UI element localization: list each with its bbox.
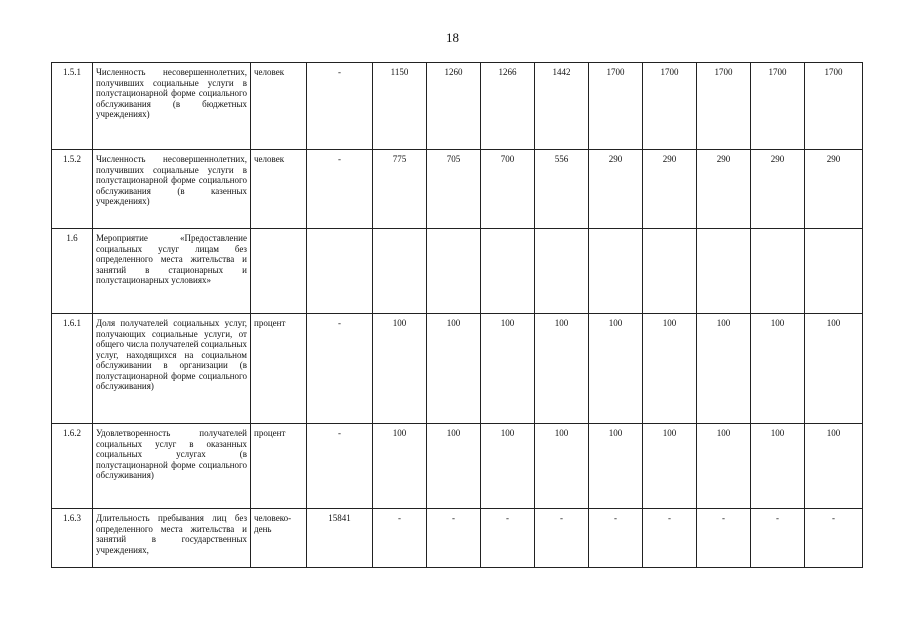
row-description: Доля получателей социальных услуг, получающих социальные услуги, от общего числа получателей социальных услуг, находящихся на социальном обслуживании в организации (в полустационарной форме социального обслуживания) bbox=[93, 314, 251, 424]
row-value: 100 bbox=[751, 314, 805, 424]
row-value bbox=[373, 229, 427, 314]
row-code: 1.6.1 bbox=[52, 314, 93, 424]
row-value: 290 bbox=[805, 150, 863, 229]
row-value: 700 bbox=[481, 150, 535, 229]
row-value: - bbox=[589, 509, 643, 568]
row-code: 1.5.2 bbox=[52, 150, 93, 229]
row-value bbox=[751, 229, 805, 314]
row-unit: человек bbox=[251, 63, 307, 150]
row-value: - bbox=[535, 509, 589, 568]
row-value: - bbox=[697, 509, 751, 568]
row-value: 1266 bbox=[481, 63, 535, 150]
row-value: 1700 bbox=[751, 63, 805, 150]
table-row bbox=[52, 424, 863, 509]
row-unit bbox=[251, 229, 307, 314]
row-value: - bbox=[481, 509, 535, 568]
row-unit: процент bbox=[251, 314, 307, 424]
row-value: - bbox=[751, 509, 805, 568]
row-value: - bbox=[373, 509, 427, 568]
row-description: Удовлетворенность получателей социальных услуг в оказанных социальных услугах (в полустационарной форме социального обслуживания) bbox=[93, 424, 251, 509]
row-value: 100 bbox=[427, 314, 481, 424]
row-value: 100 bbox=[535, 424, 589, 509]
row-baseline: - bbox=[307, 424, 373, 509]
table-row bbox=[52, 314, 863, 424]
row-value: 100 bbox=[373, 424, 427, 509]
row-unit: процент bbox=[251, 424, 307, 509]
row-value: 100 bbox=[535, 314, 589, 424]
table-row bbox=[52, 150, 863, 229]
row-value bbox=[643, 229, 697, 314]
table-row bbox=[52, 63, 863, 150]
row-value: 100 bbox=[805, 314, 863, 424]
row-unit: человек bbox=[251, 150, 307, 229]
row-value: - bbox=[643, 509, 697, 568]
row-value: 290 bbox=[643, 150, 697, 229]
row-description: Длительность пребывания лиц без определенного места жительства и занятий в государственных учреждениях, bbox=[93, 509, 251, 568]
row-value: 100 bbox=[589, 424, 643, 509]
row-value: 290 bbox=[697, 150, 751, 229]
row-description: Численность несовершеннолетних, получивших социальные услуги в полустационарной форме социального обслуживания (в бюджетных учреждениях) bbox=[93, 63, 251, 150]
row-code: 1.5.1 bbox=[52, 63, 93, 150]
row-value: 100 bbox=[427, 424, 481, 509]
row-baseline bbox=[307, 229, 373, 314]
row-value: 1700 bbox=[697, 63, 751, 150]
row-value: - bbox=[427, 509, 481, 568]
indicators-table bbox=[51, 62, 863, 568]
row-value bbox=[535, 229, 589, 314]
row-code: 1.6.3 bbox=[52, 509, 93, 568]
row-description: Численность несовершеннолетних, получивших социальные услуги в полустационарной форме социального обслуживания (в казенных учреждениях) bbox=[93, 150, 251, 229]
row-baseline: - bbox=[307, 63, 373, 150]
row-baseline: - bbox=[307, 150, 373, 229]
row-value: 100 bbox=[373, 314, 427, 424]
row-value: 556 bbox=[535, 150, 589, 229]
row-value: 1260 bbox=[427, 63, 481, 150]
row-value: 100 bbox=[481, 314, 535, 424]
row-value: - bbox=[805, 509, 863, 568]
row-value: 1442 bbox=[535, 63, 589, 150]
row-value: 100 bbox=[805, 424, 863, 509]
row-description: Мероприятие «Предоставление социальных услуг лицам без определенного места жительства и занятий в стационарных и полустационарных условиях» bbox=[93, 229, 251, 314]
row-unit: человеко-день bbox=[251, 509, 307, 568]
row-value: 100 bbox=[697, 314, 751, 424]
row-value bbox=[805, 229, 863, 314]
row-value: 1700 bbox=[805, 63, 863, 150]
row-value: 100 bbox=[643, 424, 697, 509]
table-row bbox=[52, 509, 863, 568]
row-value: 100 bbox=[481, 424, 535, 509]
row-value: 1700 bbox=[589, 63, 643, 150]
row-value: 290 bbox=[751, 150, 805, 229]
row-value bbox=[589, 229, 643, 314]
row-value: 100 bbox=[589, 314, 643, 424]
row-value: 100 bbox=[697, 424, 751, 509]
row-value bbox=[481, 229, 535, 314]
row-code: 1.6.2 bbox=[52, 424, 93, 509]
row-value bbox=[697, 229, 751, 314]
row-value: 100 bbox=[643, 314, 697, 424]
row-value bbox=[427, 229, 481, 314]
row-baseline: 15841 bbox=[307, 509, 373, 568]
page-number: 18 bbox=[446, 30, 459, 45]
row-value: 705 bbox=[427, 150, 481, 229]
row-value: 775 bbox=[373, 150, 427, 229]
row-value: 1700 bbox=[643, 63, 697, 150]
row-baseline: - bbox=[307, 314, 373, 424]
table-row bbox=[52, 229, 863, 314]
row-value: 100 bbox=[751, 424, 805, 509]
row-value: 290 bbox=[589, 150, 643, 229]
row-value: 1150 bbox=[373, 63, 427, 150]
row-code: 1.6 bbox=[52, 229, 93, 314]
